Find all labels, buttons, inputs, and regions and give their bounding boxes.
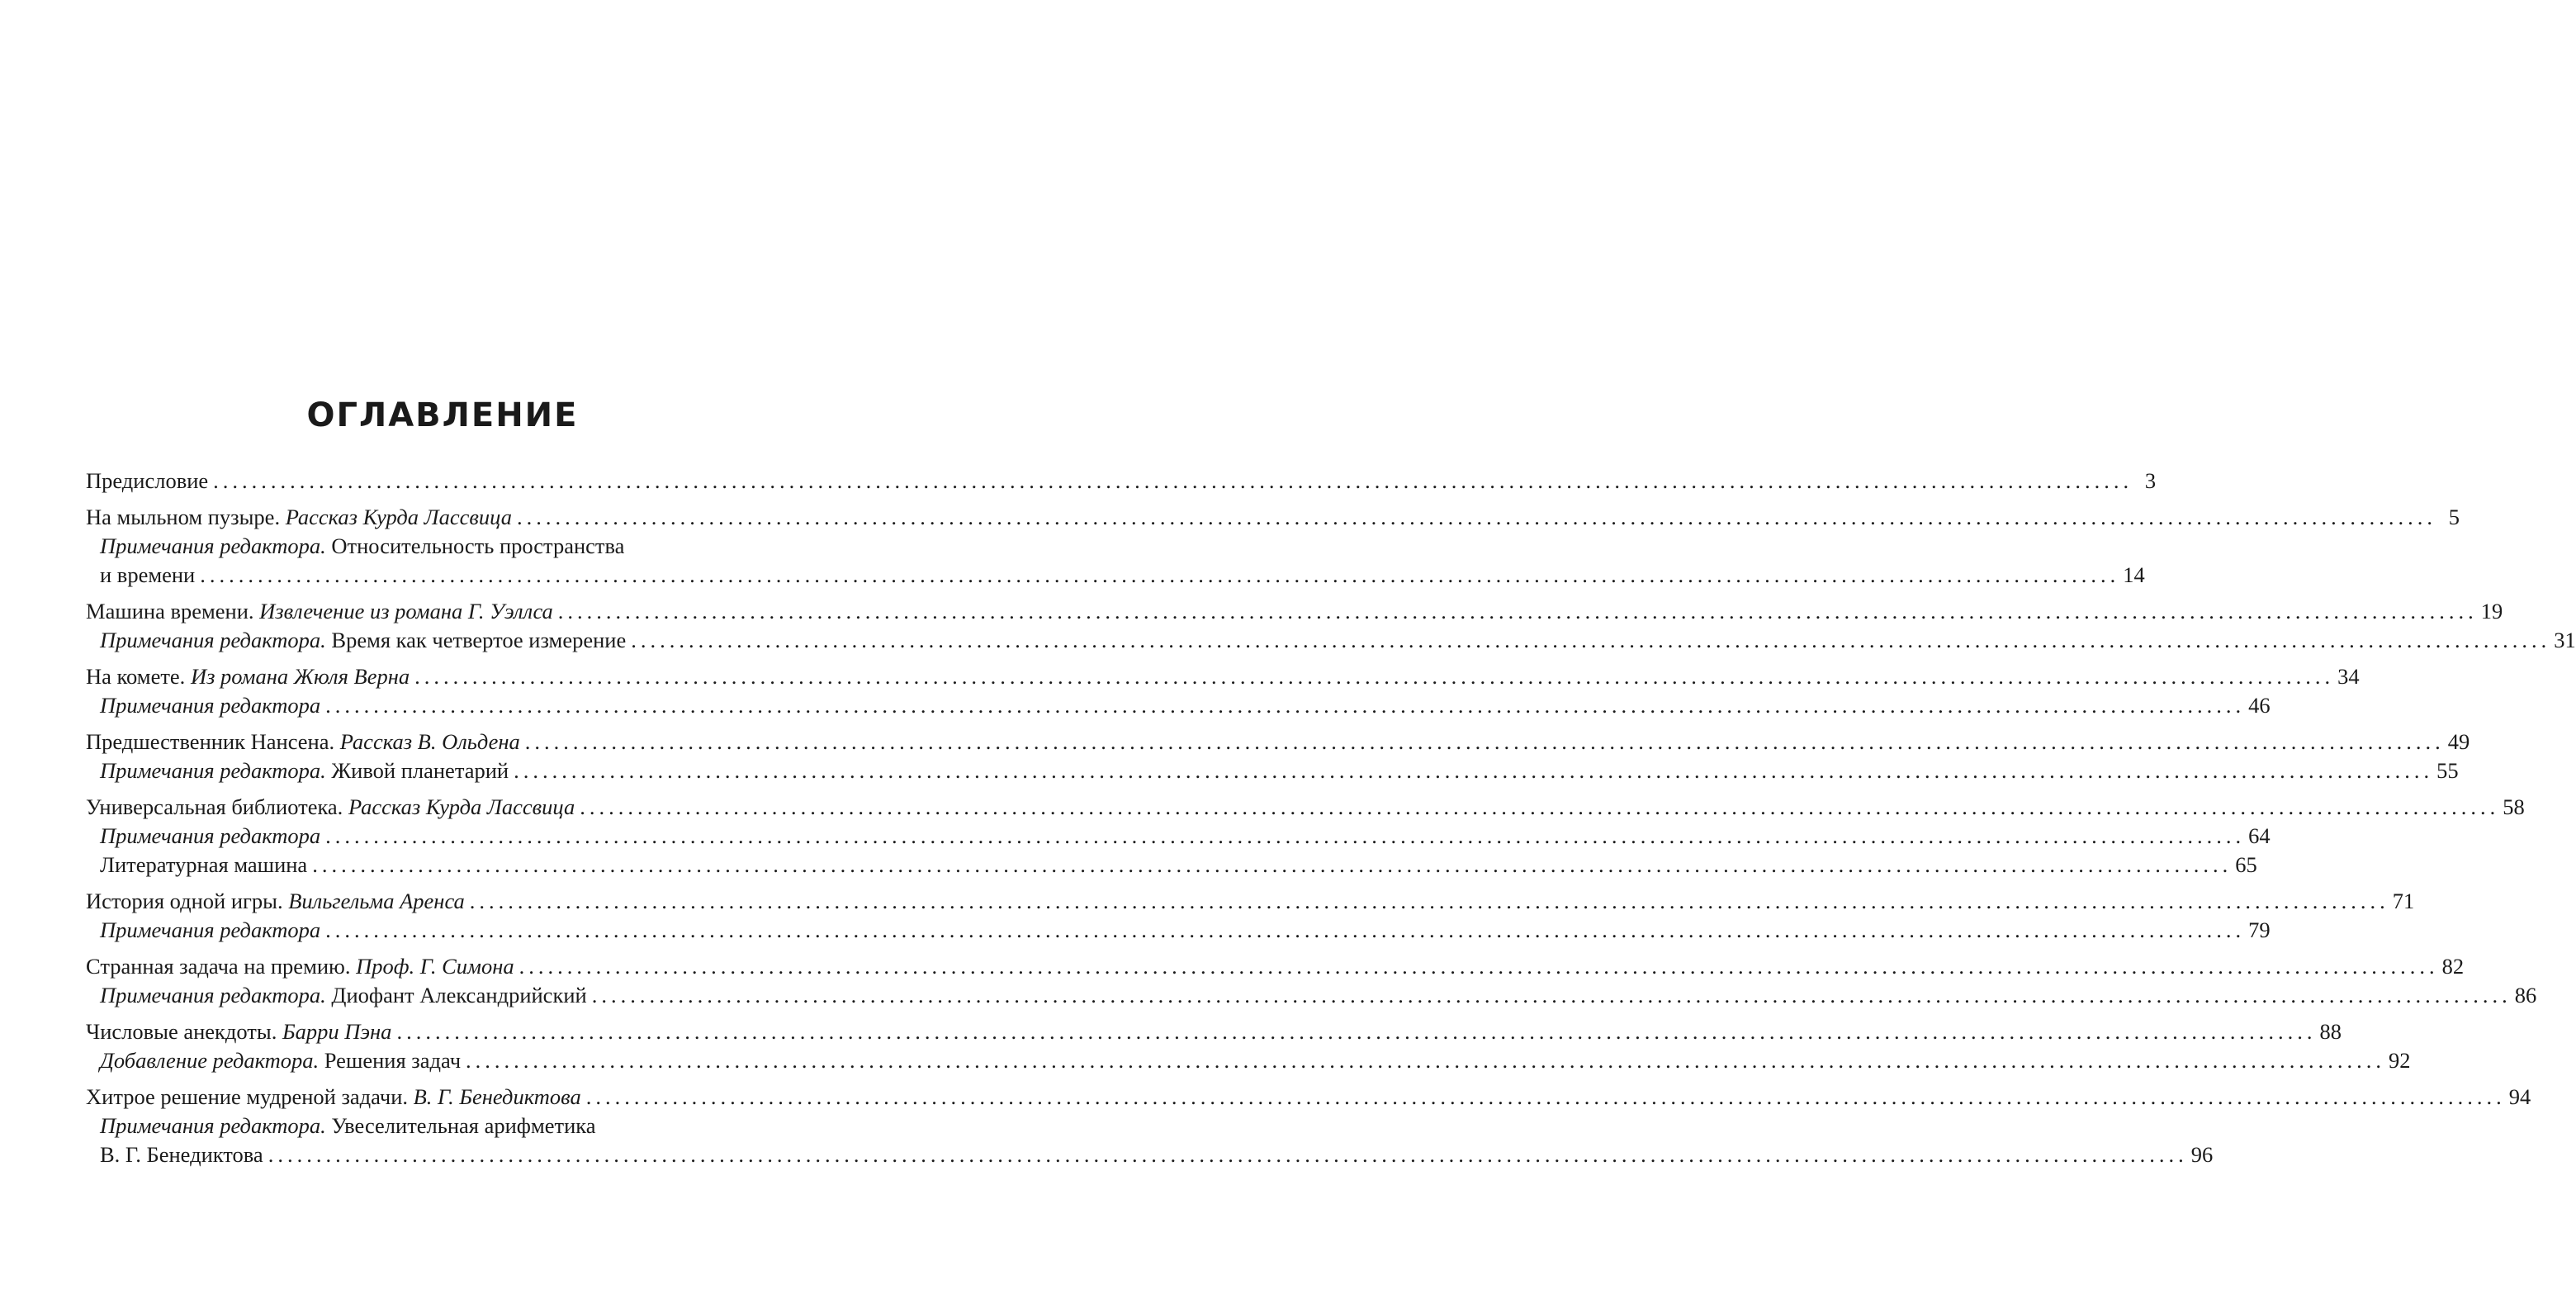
toc-entry-label xyxy=(100,1112,596,1140)
toc-subentry-line[interactable] xyxy=(86,822,2271,851)
page-number: 34 xyxy=(2337,664,2360,689)
entry-italic-text: Примечания редактора. xyxy=(100,758,326,783)
dot-leader: ........................................................................................................................................................................................................ xyxy=(312,852,2233,877)
page-number: 94 xyxy=(2508,1084,2531,1109)
entry-italic-text: Вильгельма Аренса xyxy=(288,889,465,913)
entry-italic-text: Извлечение из романа Г. Уэллса xyxy=(259,599,553,623)
dot-leader: ........................................................................................................................................................................................................ xyxy=(466,1048,2386,1073)
toc-entry xyxy=(86,597,2576,655)
dot-leader: ........................................................................................................................................................................................................ xyxy=(325,917,2246,942)
entry-italic-text: Проф. Г. Симона xyxy=(356,954,514,979)
entry-title-text: Странная задача на премию. xyxy=(86,954,357,979)
entry-italic-text: Рассказ Курда Лассвица xyxy=(285,505,512,529)
toc-subentry-line[interactable] xyxy=(86,851,2257,879)
toc-entry-label xyxy=(86,597,553,626)
toc-entry-label xyxy=(86,503,512,532)
entry-title-text: Машина времени. xyxy=(86,599,260,623)
toc-entry-line[interactable] xyxy=(86,1017,2342,1046)
toc-entry-label xyxy=(100,626,626,655)
page-number: 88 xyxy=(2319,1019,2342,1044)
entry-title-text: Диофант Александрийский xyxy=(325,983,587,1007)
page-number: 96 xyxy=(2190,1142,2214,1167)
entry-italic-text: Примечания редактора xyxy=(100,693,321,718)
entry-italic-text: Рассказ Курда Лассвица xyxy=(348,794,575,819)
dot-leader: ........................................................................................................................................................................................................ xyxy=(580,794,2500,819)
toc-entry-line[interactable] xyxy=(86,728,2470,756)
page-number: 14 xyxy=(2123,562,2145,587)
toc-entry xyxy=(86,952,2537,1010)
dot-leader: ........................................................................................................................................................................................................ xyxy=(519,954,2439,979)
toc-entry-label xyxy=(86,1017,391,1046)
toc-entry-label xyxy=(100,1046,461,1075)
entry-italic-text: Примечания редактора. xyxy=(100,1113,326,1138)
dot-leader: ........................................................................................................................................................................................................ xyxy=(396,1019,2317,1044)
toc-entry-label xyxy=(100,916,320,945)
page-number: 64 xyxy=(2248,823,2271,848)
page-number: 92 xyxy=(2389,1048,2411,1073)
toc-entry-label xyxy=(86,1083,581,1112)
dot-leader: ........................................................................................................................................................................................................ xyxy=(469,889,2389,913)
entry-title-text: Решения задач xyxy=(319,1048,462,1073)
toc-entry-line[interactable] xyxy=(86,662,2360,691)
page-number: 19 xyxy=(2480,599,2503,623)
toc-subentry-line[interactable] xyxy=(86,532,794,561)
entry-title-text: На комете. xyxy=(86,664,191,689)
page-number: 3 xyxy=(2144,468,2157,493)
toc-entry xyxy=(86,1083,2531,1169)
dot-leader: ........................................................................................................................................................................................................ xyxy=(585,1084,2506,1109)
toc-entry xyxy=(86,467,2157,495)
entry-title-text: и времени xyxy=(100,562,196,587)
dot-leader: ........................................................................................................................................................................................................ xyxy=(524,729,2445,754)
entry-italic-text: Примечания редактора xyxy=(100,917,321,942)
dot-leader: ........................................................................................................................................................................................................ xyxy=(325,823,2246,848)
toc-subentry-line[interactable] xyxy=(86,626,2576,655)
toc-entry-label xyxy=(100,1140,263,1169)
dot-leader: ........................................................................................................................................................................................................ xyxy=(325,693,2246,718)
entry-title-text: История одной игры. xyxy=(86,889,289,913)
entry-title-text: Универсальная библиотека. xyxy=(86,794,348,819)
dot-leader: ........................................................................................................................................................................................................ xyxy=(268,1142,2188,1167)
page-number: 5 xyxy=(2448,505,2460,529)
page-title: ОГЛАВЛЕНИЕ xyxy=(306,396,579,434)
table-of-contents xyxy=(86,467,2576,1169)
toc-entry xyxy=(86,503,2460,590)
toc-entry xyxy=(86,1017,2411,1075)
dot-leader: ........................................................................................................................................................................................................ xyxy=(200,562,2120,587)
dot-leader: ........................................................................................................................................................................................................ xyxy=(591,983,2512,1007)
toc-entry-label xyxy=(86,728,520,756)
toc-entry xyxy=(86,793,2525,879)
toc-entry-label xyxy=(100,851,307,879)
toc-entry-label xyxy=(100,822,320,851)
entry-italic-text: В. Г. Бенедиктова xyxy=(413,1084,581,1109)
entry-title-text: Предшественник Нансена. xyxy=(86,729,340,754)
entry-italic-text: Примечания редактора. xyxy=(100,533,326,558)
toc-entry-line[interactable] xyxy=(86,1083,2531,1112)
page-number: 79 xyxy=(2248,917,2271,942)
dot-leader: ........................................................................................................................................................................................................ xyxy=(414,664,2335,689)
toc-subentry-line[interactable] xyxy=(86,981,2537,1010)
entry-title-text: Увеселительная арифметика xyxy=(325,1113,596,1138)
dot-leader: ........................................................................................................................................................................................................ xyxy=(213,468,2133,493)
entry-italic-text: Примечания редактора. xyxy=(100,983,326,1007)
entry-title-text: Литературная машина xyxy=(100,852,308,877)
toc-entry-label xyxy=(100,561,195,590)
toc-entry-label xyxy=(86,887,465,916)
entry-title-text: Предисловие xyxy=(86,468,209,493)
toc-subentry-line[interactable] xyxy=(86,1140,2214,1169)
page-number: 58 xyxy=(2503,794,2525,819)
page-number: 46 xyxy=(2248,693,2271,718)
entry-italic-text: Примечания редактора. xyxy=(100,628,326,652)
toc-entry-label xyxy=(100,691,320,720)
toc-entry-line[interactable] xyxy=(86,503,2460,532)
entry-title-text: Числовые анекдоты. xyxy=(86,1019,282,1044)
entry-italic-text: Барри Пэна xyxy=(282,1019,392,1044)
toc-entry-line[interactable] xyxy=(86,597,2503,626)
toc-entry-label xyxy=(100,981,587,1010)
toc-entry xyxy=(86,887,2415,945)
toc-entry-label xyxy=(86,467,208,495)
entry-italic-text: Добавление редактора. xyxy=(100,1048,320,1073)
toc-entry-label xyxy=(86,952,514,981)
entry-italic-text: Из романа Жюля Верна xyxy=(190,664,410,689)
toc-subentry-line[interactable] xyxy=(86,1112,794,1140)
dot-leader: ........................................................................................................................................................................................................ xyxy=(557,599,2478,623)
entry-title-text: Хитрое решение мудреной задачи. xyxy=(86,1084,414,1109)
entry-title-text: В. Г. Бенедиктова xyxy=(100,1142,263,1167)
page-number: 31 xyxy=(2554,628,2576,652)
toc-entry-line[interactable] xyxy=(86,952,2465,981)
toc-entry-line[interactable] xyxy=(86,793,2525,822)
dot-leader: ........................................................................................................................................................................................................ xyxy=(631,628,2551,652)
entry-title-text: Живой планетарий xyxy=(325,758,509,783)
toc-subentry-line[interactable] xyxy=(86,916,2271,945)
page-number: 82 xyxy=(2441,954,2465,979)
dot-leader: ........................................................................................................................................................................................................ xyxy=(516,505,2436,529)
entry-title-text: Относительность пространства xyxy=(325,533,625,558)
toc-entry-line[interactable] xyxy=(86,467,2157,495)
entry-title-text: На мыльном пузыре. xyxy=(86,505,286,529)
toc-subentry-line[interactable] xyxy=(86,561,2145,590)
entry-italic-text: Примечания редактора xyxy=(100,823,321,848)
toc-entry xyxy=(86,662,2360,720)
toc-subentry-line[interactable] xyxy=(86,691,2271,720)
toc-entry-label xyxy=(100,532,624,561)
toc-entry-label xyxy=(86,793,575,822)
entry-italic-text: Рассказ В. Ольдена xyxy=(339,729,520,754)
page-number: 65 xyxy=(2235,852,2257,877)
dot-leader: ........................................................................................................................................................................................................ xyxy=(514,758,2434,783)
entry-title-text: Время как четвертое измерение xyxy=(325,628,627,652)
page-number: 49 xyxy=(2447,729,2470,754)
toc-entry-label xyxy=(86,662,410,691)
toc-entry-label xyxy=(100,756,509,785)
page-number: 71 xyxy=(2392,889,2415,913)
page-number: 86 xyxy=(2514,983,2537,1007)
page-number: 55 xyxy=(2436,758,2459,783)
toc-entry xyxy=(86,728,2470,785)
toc-subentry-line[interactable] xyxy=(86,1046,2411,1075)
toc-subentry-line[interactable] xyxy=(86,756,2459,785)
toc-entry-line[interactable] xyxy=(86,887,2415,916)
